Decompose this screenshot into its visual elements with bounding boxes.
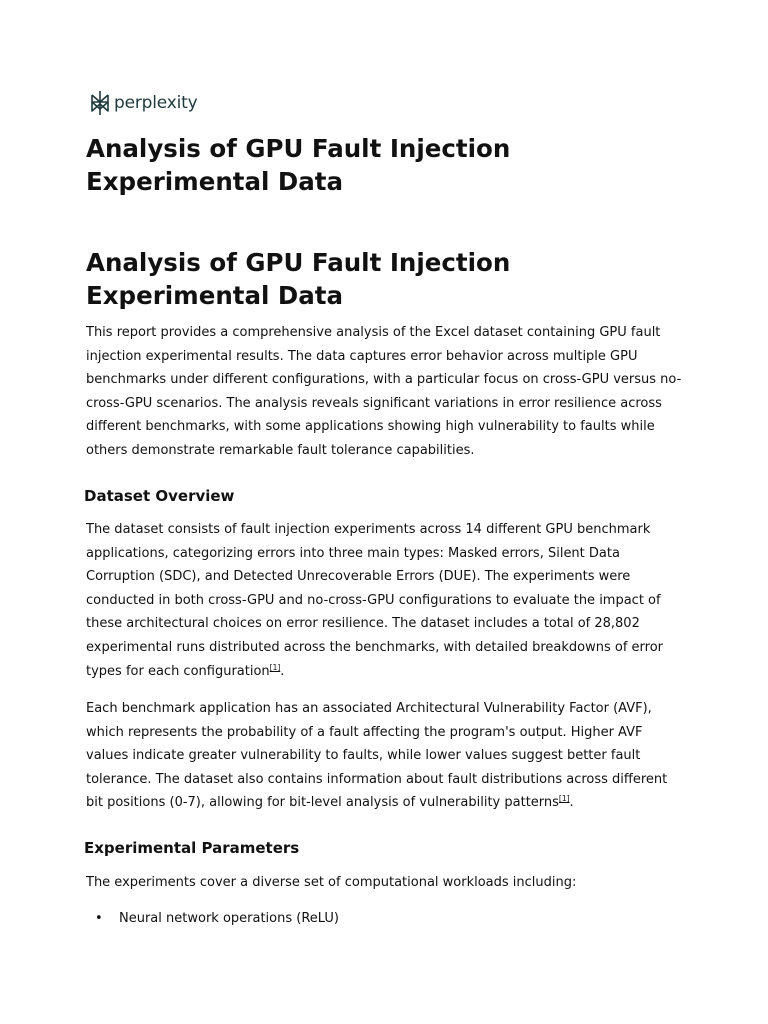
list-item (86, 907, 686, 931)
bullet-icon: • (95, 911, 103, 926)
citation-link[interactable]: [1] (269, 662, 281, 672)
perplexity-logo-icon (90, 90, 110, 116)
workload-list (86, 907, 686, 931)
list-item-label: Neural network operations (ReLU) (119, 911, 339, 926)
intro-paragraph: This report provides a comprehensive analysis of the Excel dataset containing GPU fault injection experimental results. The data captures error behavior across multiple GPU benchmarks under different configurations, with a particular focus on cross-GPU versus no-cross-GPU scenarios. The analysis reveals significant variations in error resilience across different benchmarks, with some applications showing high vulnerability to faults while others demonstrate remarkable fault tolerance capabilities. (86, 325, 682, 458)
overview-paragraph-text: The dataset consists of fault injection experiments across 14 different GPU benchmark applications, categorizing errors into three main types: Masked errors, Silent Data Corruption (SDC), and Detected Unrecoverable Errors (DUE). The experiments were conducted in both cross-GPU and no-cross-GPU configurations to evaluate the impact of these architectural choices on error resilience. The dataset includes a total of 28,802 experimental runs distributed across the benchmarks, with detailed breakdowns of error types for each configuration (86, 522, 664, 679)
section-heading-experimental-parameters: Experimental Parameters (84, 839, 300, 857)
page-title: Analysis of GPU Fault Injection Experimental Data (86, 248, 511, 310)
params-intro-paragraph: The experiments cover a diverse set of computational workloads including: (86, 875, 577, 890)
avf-paragraph-end: . (569, 795, 574, 811)
document-header-title: Analysis of GPU Fault Injection Experimental Data (86, 134, 511, 196)
perplexity-logo (90, 89, 197, 117)
citation-link[interactable]: [1] (558, 794, 570, 804)
overview-paragraph (86, 518, 686, 683)
logo-wordmark: perplexity (114, 92, 198, 113)
avf-paragraph-text: Each benchmark application has an associated Architectural Vulnerability Factor (AVF), which represents the probability of a fault affecting the program's output. Higher AVF values indicate greater vulnerability to faults, while lower values suggest better fault tolerance. The dataset also contains information about fault distributions across different bit positions (0-7), allowing for bit-level analysis of vulnerability patterns (86, 701, 668, 811)
overview-paragraph-end: . (280, 663, 285, 679)
avf-paragraph (86, 697, 686, 815)
section-heading-dataset-overview: Dataset Overview (84, 487, 235, 505)
